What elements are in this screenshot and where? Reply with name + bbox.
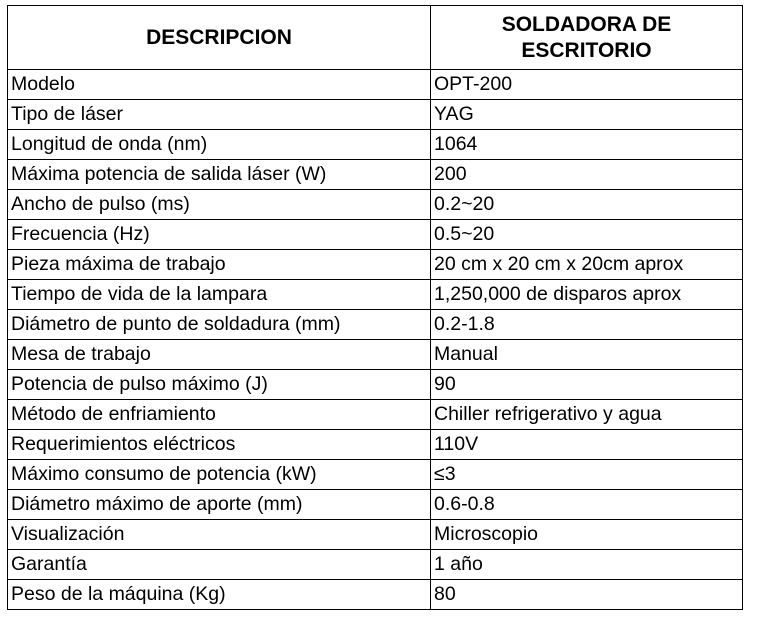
table-row bbox=[8, 100, 743, 130]
table-row bbox=[8, 250, 743, 280]
row-label: Mesa de trabajo bbox=[8, 340, 431, 370]
row-value: 200 bbox=[431, 160, 743, 190]
table-row bbox=[8, 310, 743, 340]
row-value: Manual bbox=[431, 340, 743, 370]
row-value: 80 bbox=[431, 580, 743, 610]
header-row bbox=[8, 6, 743, 70]
table-row bbox=[8, 490, 743, 520]
table-row bbox=[8, 580, 743, 610]
header-product bbox=[431, 6, 743, 70]
row-value: 0.2-1.8 bbox=[431, 310, 743, 340]
row-value: 110V bbox=[431, 430, 743, 460]
row-value: 20 cm x 20 cm x 20cm aprox bbox=[431, 250, 743, 280]
row-value: YAG bbox=[431, 100, 743, 130]
row-label: Tiempo de vida de la lampara bbox=[8, 280, 431, 310]
row-label: Diámetro máximo de aporte (mm) bbox=[8, 490, 431, 520]
row-value: 0.2~20 bbox=[431, 190, 743, 220]
header-product-text: SOLDADORA DE ESCRITORIO bbox=[501, 12, 672, 62]
row-label: Peso de la máquina (Kg) bbox=[8, 580, 431, 610]
spec-table bbox=[7, 5, 743, 610]
row-label: Visualización bbox=[8, 520, 431, 550]
row-label: Modelo bbox=[8, 70, 431, 100]
row-label: Pieza máxima de trabajo bbox=[8, 250, 431, 280]
table-row bbox=[8, 340, 743, 370]
row-value: 1064 bbox=[431, 130, 743, 160]
table-row bbox=[8, 460, 743, 490]
row-label: Método de enfriamiento bbox=[8, 400, 431, 430]
row-value: 90 bbox=[431, 370, 743, 400]
table-row bbox=[8, 430, 743, 460]
table-row bbox=[8, 70, 743, 100]
table-row bbox=[8, 130, 743, 160]
table-row bbox=[8, 520, 743, 550]
row-label: Requerimientos eléctricos bbox=[8, 430, 431, 460]
table-row bbox=[8, 400, 743, 430]
row-label: Frecuencia (Hz) bbox=[8, 220, 431, 250]
row-value: Chiller refrigerativo y agua bbox=[431, 400, 743, 430]
table-row bbox=[8, 220, 743, 250]
table-header bbox=[8, 6, 743, 70]
row-label: Potencia de pulso máximo (J) bbox=[8, 370, 431, 400]
row-value: ≤3 bbox=[431, 460, 743, 490]
table-row bbox=[8, 550, 743, 580]
header-description-text: DESCRIPCION bbox=[146, 25, 292, 49]
row-label: Diámetro de punto de soldadura (mm) bbox=[8, 310, 431, 340]
row-value: 1,250,000 de disparos aprox bbox=[431, 280, 743, 310]
row-label: Tipo de láser bbox=[8, 100, 431, 130]
row-label: Máximo consumo de potencia (kW) bbox=[8, 460, 431, 490]
header-description bbox=[8, 6, 431, 70]
row-value: OPT-200 bbox=[431, 70, 743, 100]
table-row bbox=[8, 190, 743, 220]
row-label: Garantía bbox=[8, 550, 431, 580]
row-value: Microscopio bbox=[431, 520, 743, 550]
row-value: 0.6-0.8 bbox=[431, 490, 743, 520]
row-value: 0.5~20 bbox=[431, 220, 743, 250]
table-row bbox=[8, 370, 743, 400]
row-label: Longitud de onda (nm) bbox=[8, 130, 431, 160]
table-body bbox=[8, 70, 743, 610]
row-label: Máxima potencia de salida láser (W) bbox=[8, 160, 431, 190]
row-label: Ancho de pulso (ms) bbox=[8, 190, 431, 220]
table-row bbox=[8, 280, 743, 310]
row-value: 1 año bbox=[431, 550, 743, 580]
table-row bbox=[8, 160, 743, 190]
